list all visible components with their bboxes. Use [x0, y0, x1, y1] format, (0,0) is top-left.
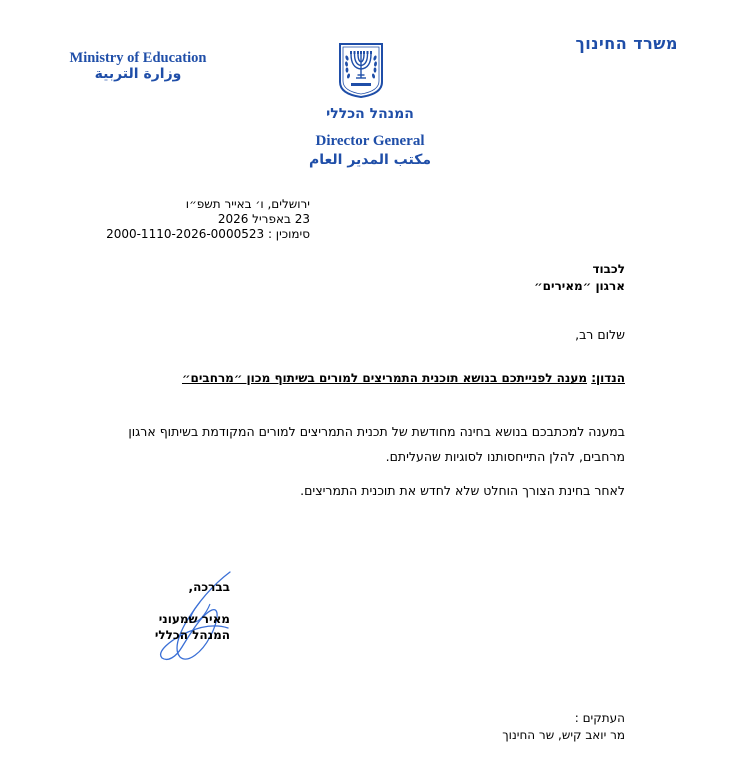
letter-date-hebrew: ירושלים, ו׳ באייר תשפ״ו: [185, 197, 310, 211]
copies-label: העתקים :: [574, 711, 625, 725]
subject-label: הנדון:: [591, 371, 625, 385]
reference-label: סימוכין :: [267, 227, 310, 241]
copies-item: מר יואב קיש, שר החינוך: [502, 728, 625, 742]
closing: בברכה,: [188, 580, 230, 594]
subject-line: [105, 371, 625, 385]
greeting: שלום רב,: [575, 327, 625, 342]
office-name-arabic: مكتب المدير العام: [308, 152, 432, 168]
recipient-organization: ארגון ״מאירים״: [534, 279, 625, 293]
signatory-name: מאיר שמעוני: [158, 612, 230, 626]
signatory-title: המנהל הכללי: [154, 628, 230, 642]
recipient-label: לכבוד: [592, 262, 625, 276]
subject-text: מענה לפנייתכם בנושא תוכנית התמריצים למורים בשיתוף מכון ״מרחבים״: [181, 371, 588, 385]
body-paragraph-1: במענה למכתבכם בנושא בחינה מחודשת של תכנית התמריצים למורים המקודמת בשיתוף ארגון מרחבים, להלן התייחסותנו לסוגיות שהעליתם.: [128, 424, 625, 464]
ministry-name-hebrew: משרד החינוך: [575, 34, 678, 53]
ministry-name-arabic: وزارة التربية: [94, 66, 182, 82]
reference-line: [80, 226, 310, 243]
office-name-hebrew: המנהל הכללי: [326, 106, 414, 122]
office-name-english: Director General: [315, 133, 425, 149]
state-emblem-icon: [337, 42, 385, 98]
body-paragraph-2: לאחר בחינת הצורך הוחלט שלא לחדש את תוכנית התמריצים.: [300, 483, 625, 498]
letter-date-gregorian: 23 באפריל 2026: [217, 212, 310, 226]
reference-number: 2000-1110-2026-0000523: [106, 227, 265, 241]
ministry-name-english: Ministry of Education: [69, 50, 207, 66]
